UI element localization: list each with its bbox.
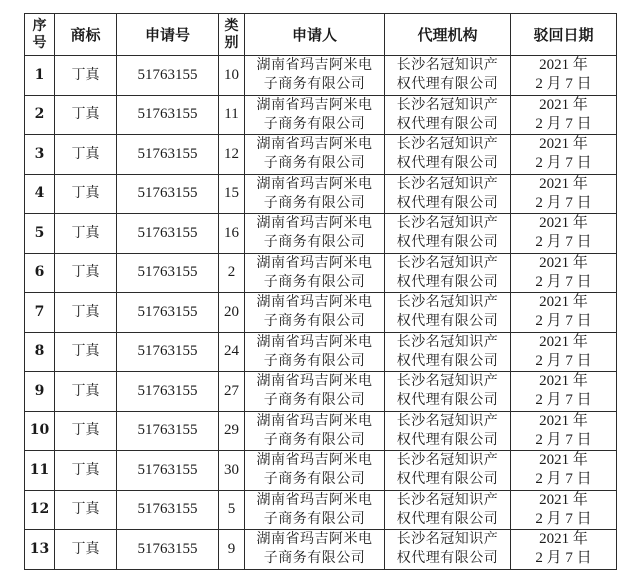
- row-agency: [385, 372, 511, 412]
- date-line-2: 2 月 7 日: [535, 155, 592, 172]
- row-class: 2: [219, 253, 245, 293]
- date-line-1: 2021 年: [539, 175, 588, 192]
- trademark-rejection-table: [24, 13, 617, 570]
- row-agency: [385, 253, 511, 293]
- row-application-no: 51763155: [117, 174, 219, 214]
- row-agency: [385, 490, 511, 530]
- row-rejection-date: [511, 95, 617, 135]
- row-trademark: 丁真: [55, 411, 117, 451]
- row-index: 1: [25, 56, 55, 96]
- row-rejection-date: [511, 411, 617, 451]
- row-agency: [385, 174, 511, 214]
- row-agency: [385, 332, 511, 372]
- applicant-line-2: 子商务有限公司: [263, 234, 366, 251]
- applicant-line-2: 子商务有限公司: [263, 313, 366, 330]
- header-agency: 代理机构: [385, 14, 511, 56]
- date-line-1: 2021 年: [539, 373, 588, 390]
- date-line-2: 2 月 7 日: [535, 234, 592, 251]
- agency-line-2: 权代理有限公司: [396, 155, 499, 172]
- applicant-line-1: 湖南省玛吉阿米电: [256, 96, 373, 113]
- row-rejection-date: [511, 332, 617, 372]
- row-application-no: 51763155: [117, 293, 219, 333]
- row-index: 7: [25, 293, 55, 333]
- row-trademark: 丁真: [55, 490, 117, 530]
- trademark-rejection-sheet: [24, 13, 616, 570]
- table-row: [25, 56, 617, 96]
- row-applicant: [245, 174, 385, 214]
- applicant-line-2: 子商务有限公司: [263, 471, 366, 488]
- applicant-line-2: 子商务有限公司: [263, 392, 366, 409]
- row-trademark: 丁真: [55, 372, 117, 412]
- row-agency: [385, 135, 511, 175]
- row-class: 15: [219, 174, 245, 214]
- applicant-line-1: 湖南省玛吉阿米电: [256, 254, 373, 271]
- row-agency: [385, 451, 511, 491]
- applicant-line-1: 湖南省玛吉阿米电: [256, 175, 373, 192]
- row-application-no: 51763155: [117, 332, 219, 372]
- row-trademark: 丁真: [55, 530, 117, 570]
- applicant-line-2: 子商务有限公司: [263, 550, 366, 567]
- agency-line-1: 长沙名冠知识产: [396, 136, 499, 153]
- row-trademark: 丁真: [55, 214, 117, 254]
- agency-line-1: 长沙名冠知识产: [396, 531, 499, 548]
- row-rejection-date: [511, 56, 617, 96]
- applicant-line-1: 湖南省玛吉阿米电: [256, 373, 373, 390]
- row-class: 20: [219, 293, 245, 333]
- date-line-2: 2 月 7 日: [535, 392, 592, 409]
- row-index: 11: [25, 451, 55, 491]
- date-line-1: 2021 年: [539, 57, 588, 74]
- row-application-no: 51763155: [117, 490, 219, 530]
- applicant-line-2: 子商务有限公司: [263, 352, 366, 369]
- agency-line-2: 权代理有限公司: [396, 313, 499, 330]
- row-class: 10: [219, 56, 245, 96]
- row-trademark: 丁真: [55, 253, 117, 293]
- row-applicant: [245, 135, 385, 175]
- row-applicant: [245, 253, 385, 293]
- date-line-2: 2 月 7 日: [535, 510, 592, 527]
- agency-line-2: 权代理有限公司: [396, 273, 499, 290]
- row-applicant: [245, 372, 385, 412]
- table-row: [25, 293, 617, 333]
- agency-line-1: 长沙名冠知识产: [396, 96, 499, 113]
- row-application-no: 51763155: [117, 56, 219, 96]
- row-application-no: 51763155: [117, 135, 219, 175]
- row-application-no: 51763155: [117, 95, 219, 135]
- applicant-line-2: 子商务有限公司: [263, 194, 366, 211]
- header-rejection-date: 驳回日期: [511, 14, 617, 56]
- date-line-1: 2021 年: [539, 136, 588, 153]
- date-line-1: 2021 年: [539, 96, 588, 113]
- table-row: [25, 174, 617, 214]
- row-application-no: 51763155: [117, 411, 219, 451]
- table-row: [25, 253, 617, 293]
- row-agency: [385, 214, 511, 254]
- row-index: 9: [25, 372, 55, 412]
- agency-line-2: 权代理有限公司: [396, 115, 499, 132]
- agency-line-2: 权代理有限公司: [396, 234, 499, 251]
- row-rejection-date: [511, 135, 617, 175]
- applicant-line-1: 湖南省玛吉阿米电: [256, 531, 373, 548]
- table-row: [25, 490, 617, 530]
- date-line-1: 2021 年: [539, 531, 588, 548]
- agency-line-1: 长沙名冠知识产: [396, 57, 499, 74]
- table-body: [25, 56, 617, 570]
- applicant-line-2: 子商务有限公司: [263, 155, 366, 172]
- header-class: 类别: [219, 14, 245, 56]
- table-row: [25, 214, 617, 254]
- row-trademark: 丁真: [55, 174, 117, 214]
- row-class: 16: [219, 214, 245, 254]
- row-agency: [385, 56, 511, 96]
- row-rejection-date: [511, 174, 617, 214]
- date-line-2: 2 月 7 日: [535, 550, 592, 567]
- row-agency: [385, 95, 511, 135]
- date-line-1: 2021 年: [539, 452, 588, 469]
- applicant-line-1: 湖南省玛吉阿米电: [256, 452, 373, 469]
- date-line-1: 2021 年: [539, 491, 588, 508]
- row-index: 3: [25, 135, 55, 175]
- row-rejection-date: [511, 372, 617, 412]
- agency-line-1: 长沙名冠知识产: [396, 175, 499, 192]
- header-trademark: 商标: [55, 14, 117, 56]
- row-application-no: 51763155: [117, 214, 219, 254]
- row-class: 5: [219, 490, 245, 530]
- applicant-line-1: 湖南省玛吉阿米电: [256, 333, 373, 350]
- date-line-2: 2 月 7 日: [535, 431, 592, 448]
- agency-line-1: 长沙名冠知识产: [396, 333, 499, 350]
- row-rejection-date: [511, 490, 617, 530]
- applicant-line-1: 湖南省玛吉阿米电: [256, 57, 373, 74]
- agency-line-2: 权代理有限公司: [396, 392, 499, 409]
- date-line-2: 2 月 7 日: [535, 352, 592, 369]
- agency-line-1: 长沙名冠知识产: [396, 254, 499, 271]
- date-line-1: 2021 年: [539, 254, 588, 271]
- applicant-line-1: 湖南省玛吉阿米电: [256, 215, 373, 232]
- row-trademark: 丁真: [55, 135, 117, 175]
- date-line-2: 2 月 7 日: [535, 313, 592, 330]
- row-application-no: 51763155: [117, 253, 219, 293]
- agency-line-1: 长沙名冠知识产: [396, 491, 499, 508]
- row-agency: [385, 411, 511, 451]
- row-agency: [385, 293, 511, 333]
- date-line-2: 2 月 7 日: [535, 115, 592, 132]
- row-rejection-date: [511, 253, 617, 293]
- date-line-1: 2021 年: [539, 412, 588, 429]
- applicant-line-2: 子商务有限公司: [263, 431, 366, 448]
- row-index: 5: [25, 214, 55, 254]
- row-applicant: [245, 293, 385, 333]
- row-index: 4: [25, 174, 55, 214]
- row-index: 2: [25, 95, 55, 135]
- agency-line-2: 权代理有限公司: [396, 76, 499, 93]
- agency-line-2: 权代理有限公司: [396, 431, 499, 448]
- row-class: 24: [219, 332, 245, 372]
- date-line-1: 2021 年: [539, 294, 588, 311]
- row-index: 13: [25, 530, 55, 570]
- row-applicant: [245, 411, 385, 451]
- date-line-2: 2 月 7 日: [535, 273, 592, 290]
- row-index: 6: [25, 253, 55, 293]
- applicant-line-1: 湖南省玛吉阿米电: [256, 412, 373, 429]
- row-applicant: [245, 451, 385, 491]
- row-trademark: 丁真: [55, 56, 117, 96]
- date-line-2: 2 月 7 日: [535, 194, 592, 211]
- row-class: 27: [219, 372, 245, 412]
- table-row: [25, 411, 617, 451]
- header-row: [25, 14, 617, 56]
- row-class: 11: [219, 95, 245, 135]
- agency-line-2: 权代理有限公司: [396, 550, 499, 567]
- date-line-2: 2 月 7 日: [535, 76, 592, 93]
- row-application-no: 51763155: [117, 372, 219, 412]
- header-applicant: 申请人: [245, 14, 385, 56]
- row-applicant: [245, 332, 385, 372]
- header-index: 序号: [25, 14, 55, 56]
- row-class: 29: [219, 411, 245, 451]
- date-line-2: 2 月 7 日: [535, 471, 592, 488]
- row-agency: [385, 530, 511, 570]
- applicant-line-1: 湖南省玛吉阿米电: [256, 491, 373, 508]
- row-trademark: 丁真: [55, 332, 117, 372]
- table-row: [25, 530, 617, 570]
- applicant-line-2: 子商务有限公司: [263, 76, 366, 93]
- row-applicant: [245, 530, 385, 570]
- row-applicant: [245, 56, 385, 96]
- agency-line-2: 权代理有限公司: [396, 194, 499, 211]
- agency-line-1: 长沙名冠知识产: [396, 452, 499, 469]
- header-application-no: 申请号: [117, 14, 219, 56]
- row-applicant: [245, 95, 385, 135]
- row-application-no: 51763155: [117, 530, 219, 570]
- agency-line-1: 长沙名冠知识产: [396, 373, 499, 390]
- row-applicant: [245, 214, 385, 254]
- applicant-line-2: 子商务有限公司: [263, 115, 366, 132]
- applicant-line-1: 湖南省玛吉阿米电: [256, 136, 373, 153]
- date-line-1: 2021 年: [539, 215, 588, 232]
- table-row: [25, 372, 617, 412]
- applicant-line-1: 湖南省玛吉阿米电: [256, 294, 373, 311]
- row-rejection-date: [511, 214, 617, 254]
- row-applicant: [245, 490, 385, 530]
- agency-line-1: 长沙名冠知识产: [396, 294, 499, 311]
- row-class: 30: [219, 451, 245, 491]
- row-trademark: 丁真: [55, 95, 117, 135]
- agency-line-1: 长沙名冠知识产: [396, 412, 499, 429]
- table-row: [25, 332, 617, 372]
- row-index: 10: [25, 411, 55, 451]
- row-rejection-date: [511, 293, 617, 333]
- row-application-no: 51763155: [117, 451, 219, 491]
- applicant-line-2: 子商务有限公司: [263, 510, 366, 527]
- row-rejection-date: [511, 451, 617, 491]
- row-trademark: 丁真: [55, 451, 117, 491]
- agency-line-2: 权代理有限公司: [396, 510, 499, 527]
- row-index: 8: [25, 332, 55, 372]
- table-row: [25, 95, 617, 135]
- row-index: 12: [25, 490, 55, 530]
- row-class: 12: [219, 135, 245, 175]
- row-rejection-date: [511, 530, 617, 570]
- agency-line-1: 长沙名冠知识产: [396, 215, 499, 232]
- agency-line-2: 权代理有限公司: [396, 352, 499, 369]
- agency-line-2: 权代理有限公司: [396, 471, 499, 488]
- row-class: 9: [219, 530, 245, 570]
- row-trademark: 丁真: [55, 293, 117, 333]
- applicant-line-2: 子商务有限公司: [263, 273, 366, 290]
- table-row: [25, 135, 617, 175]
- table-row: [25, 451, 617, 491]
- date-line-1: 2021 年: [539, 333, 588, 350]
- table-header: [25, 14, 617, 56]
